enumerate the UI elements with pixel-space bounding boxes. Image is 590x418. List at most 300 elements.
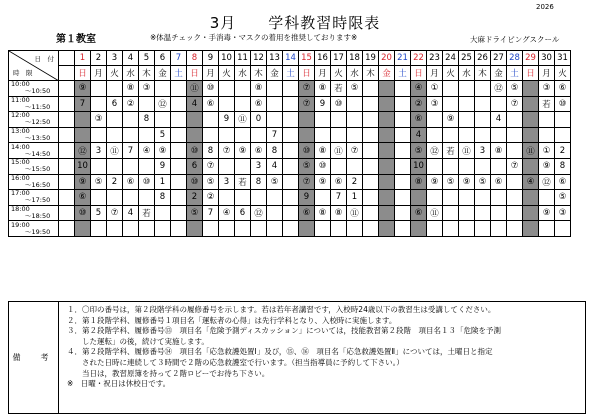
lesson-cell bbox=[459, 96, 475, 112]
period-time bbox=[9, 143, 59, 159]
lesson-cell: ⑧ bbox=[315, 143, 331, 159]
lesson-cell bbox=[443, 81, 459, 97]
lesson-cell: 8 bbox=[139, 112, 155, 128]
lesson-cell bbox=[507, 143, 523, 159]
lesson-cell: 若 bbox=[331, 81, 347, 97]
lesson-cell bbox=[539, 112, 555, 128]
lesson-cell bbox=[507, 205, 523, 221]
date-8: 8 bbox=[187, 51, 203, 66]
lesson-cell bbox=[459, 81, 475, 97]
lesson-cell bbox=[91, 127, 107, 143]
lesson-cell bbox=[123, 190, 139, 206]
lesson-cell bbox=[459, 190, 475, 206]
lesson-cell bbox=[379, 190, 395, 206]
period-start: 13:00 bbox=[11, 127, 30, 136]
lesson-cell bbox=[59, 127, 75, 143]
lesson-cell bbox=[59, 81, 75, 97]
period-time bbox=[9, 96, 59, 112]
weekday-4: 水 bbox=[123, 66, 139, 81]
lesson-cell bbox=[539, 190, 555, 206]
lesson-cell bbox=[187, 127, 203, 143]
lesson-cell bbox=[427, 127, 443, 143]
date-1: 1 bbox=[75, 51, 91, 66]
lesson-cell bbox=[491, 190, 507, 206]
lesson-cell: ⑨ bbox=[155, 143, 171, 159]
lesson-cell bbox=[395, 174, 411, 190]
lesson-cell: ⑩ bbox=[75, 205, 91, 221]
lesson-cell: ⑨ bbox=[443, 112, 459, 128]
lesson-cell: 10 bbox=[75, 158, 91, 174]
lesson-cell bbox=[459, 205, 475, 221]
lesson-cell bbox=[395, 96, 411, 112]
lesson-cell bbox=[123, 112, 139, 128]
lesson-cell bbox=[443, 158, 459, 174]
period-time bbox=[9, 112, 59, 128]
lesson-cell bbox=[475, 190, 491, 206]
lesson-cell: 4 bbox=[491, 112, 507, 128]
lesson-cell bbox=[203, 221, 219, 237]
notes-label: 備 考 bbox=[9, 302, 59, 413]
lesson-cell: ⑧ bbox=[331, 205, 347, 221]
lesson-cell: ⑪ bbox=[523, 143, 539, 159]
lesson-cell: ⑤ bbox=[91, 174, 107, 190]
lesson-cell bbox=[219, 221, 235, 237]
lesson-cell bbox=[331, 221, 347, 237]
date-16: 16 bbox=[315, 51, 331, 66]
lesson-cell bbox=[363, 127, 379, 143]
lesson-cell bbox=[139, 190, 155, 206]
lesson-cell bbox=[539, 127, 555, 143]
period-time bbox=[9, 174, 59, 190]
note-line: ２．第１段階学科、履修番号１項目名「運転者の心得」は先行学科となり、入校時に実施します。 bbox=[67, 315, 397, 325]
lesson-cell bbox=[555, 221, 571, 237]
weekday-12: 木 bbox=[251, 66, 267, 81]
lesson-cell: ⑫ bbox=[491, 81, 507, 97]
lesson-cell bbox=[267, 96, 283, 112]
lesson-cell bbox=[123, 221, 139, 237]
weekday-28: 土 bbox=[507, 66, 523, 81]
weekday-18: 水 bbox=[347, 66, 363, 81]
lesson-cell bbox=[523, 81, 539, 97]
weekday-2: 月 bbox=[91, 66, 107, 81]
lesson-cell: ④ bbox=[523, 174, 539, 190]
lesson-cell: 4 bbox=[123, 205, 139, 221]
lesson-cell bbox=[395, 190, 411, 206]
lesson-cell: ⑨ bbox=[459, 174, 475, 190]
lesson-cell: 9 bbox=[219, 112, 235, 128]
lesson-cell: ⑥ bbox=[411, 112, 427, 128]
date-6: 6 bbox=[155, 51, 171, 66]
lesson-cell bbox=[491, 221, 507, 237]
weekday-11: 水 bbox=[235, 66, 251, 81]
lesson-cell bbox=[363, 158, 379, 174]
lesson-cell: 9 bbox=[155, 158, 171, 174]
weekday-20: 金 bbox=[379, 66, 395, 81]
lesson-cell: 7 bbox=[267, 127, 283, 143]
lesson-cell bbox=[171, 174, 187, 190]
weekday-6: 金 bbox=[155, 66, 171, 81]
lesson-cell: ⑥ bbox=[251, 96, 267, 112]
lesson-cell: 3 bbox=[251, 158, 267, 174]
period-start: 18:00 bbox=[11, 205, 30, 214]
lesson-cell: ⑥ bbox=[299, 205, 315, 221]
date-4: 4 bbox=[123, 51, 139, 66]
lesson-cell bbox=[443, 221, 459, 237]
lesson-cell: ⑫ bbox=[539, 174, 555, 190]
note-line: ４．第２段階学科、履修番号⑭ 項目名「応急救護処置Ⅰ」及び，⑮、⑯ 項目名「応急救護処置Ⅱ」については，土曜日と指定 bbox=[67, 347, 493, 357]
lesson-cell: ⑤ bbox=[507, 81, 523, 97]
lesson-cell bbox=[315, 221, 331, 237]
note-line: した運転」の後，続けて実施します。 bbox=[67, 336, 209, 346]
lesson-cell bbox=[283, 127, 299, 143]
lesson-cell: ⑫ bbox=[427, 143, 443, 159]
lesson-cell: 4 bbox=[411, 127, 427, 143]
lesson-cell: ⑪ bbox=[187, 81, 203, 97]
lesson-cell bbox=[267, 81, 283, 97]
period-end: ～16:50 bbox=[25, 180, 51, 189]
period-end: ～13:50 bbox=[25, 134, 51, 143]
lesson-cell: 2 bbox=[555, 143, 571, 159]
lesson-cell: ⑥ bbox=[491, 174, 507, 190]
lesson-cell bbox=[331, 127, 347, 143]
lesson-cell: ⑧ bbox=[315, 205, 331, 221]
lesson-cell bbox=[459, 127, 475, 143]
lesson-cell: 若 bbox=[139, 205, 155, 221]
lesson-cell bbox=[155, 81, 171, 97]
date-23: 23 bbox=[427, 51, 443, 66]
lesson-cell bbox=[59, 190, 75, 206]
lesson-cell: ⑧ bbox=[491, 143, 507, 159]
lesson-cell: ⑥ bbox=[75, 190, 91, 206]
notes-body bbox=[67, 305, 579, 390]
weekday-7: 土 bbox=[171, 66, 187, 81]
lesson-cell bbox=[107, 112, 123, 128]
lesson-cell bbox=[331, 158, 347, 174]
period-time bbox=[9, 205, 59, 221]
date-29: 29 bbox=[523, 51, 539, 66]
lesson-cell: ⑤ bbox=[475, 174, 491, 190]
lesson-cell bbox=[171, 221, 187, 237]
lesson-cell: ⑧ bbox=[251, 81, 267, 97]
lesson-cell bbox=[395, 221, 411, 237]
lesson-cell bbox=[123, 127, 139, 143]
lesson-cell: ⑤ bbox=[203, 174, 219, 190]
lesson-cell bbox=[523, 127, 539, 143]
lesson-cell bbox=[91, 221, 107, 237]
lesson-cell: 7 bbox=[331, 190, 347, 206]
lesson-cell: ④ bbox=[139, 143, 155, 159]
weekday-31: 火 bbox=[555, 66, 571, 81]
period-start: 14:00 bbox=[11, 142, 30, 151]
lesson-cell bbox=[379, 112, 395, 128]
lesson-cell: 5 bbox=[155, 127, 171, 143]
blank-column-header bbox=[59, 51, 75, 66]
lesson-cell: ⑩ bbox=[203, 81, 219, 97]
lesson-cell bbox=[91, 81, 107, 97]
lesson-cell: ② bbox=[123, 96, 139, 112]
lesson-cell bbox=[395, 112, 411, 128]
lesson-cell bbox=[235, 221, 251, 237]
note-line: ※ 日曜・祝日は休校日です。 bbox=[67, 379, 171, 389]
period-time bbox=[9, 190, 59, 206]
lesson-cell: ⑨ bbox=[75, 81, 91, 97]
period-start: 17:00 bbox=[11, 189, 30, 198]
date-19: 19 bbox=[363, 51, 379, 66]
date-17: 17 bbox=[331, 51, 347, 66]
lesson-cell bbox=[379, 143, 395, 159]
lesson-cell: ⑤ bbox=[555, 190, 571, 206]
weekday-27: 金 bbox=[491, 66, 507, 81]
period-start: 12:00 bbox=[11, 111, 30, 120]
lesson-cell bbox=[555, 112, 571, 128]
lesson-cell bbox=[411, 221, 427, 237]
lesson-cell bbox=[59, 143, 75, 159]
lesson-cell bbox=[315, 112, 331, 128]
lesson-cell: ⑦ bbox=[507, 158, 523, 174]
lesson-cell bbox=[395, 205, 411, 221]
note-line: された日時に連続して３時間で２階の応急救護室で行います。（担当指導員に予約して下さい。） bbox=[67, 357, 404, 367]
lesson-cell bbox=[523, 205, 539, 221]
lesson-cell: ⑥ bbox=[411, 205, 427, 221]
lesson-cell: ⑥ bbox=[203, 96, 219, 112]
period-time bbox=[9, 81, 59, 97]
lesson-cell: ⑨ bbox=[427, 174, 443, 190]
weekday-15: 日 bbox=[299, 66, 315, 81]
lesson-cell: ② bbox=[203, 190, 219, 206]
lesson-cell bbox=[363, 174, 379, 190]
lesson-cell: ⑦ bbox=[299, 96, 315, 112]
weekday-14: 土 bbox=[283, 66, 299, 81]
weekday-9: 月 bbox=[203, 66, 219, 81]
room-label: 第１教室 bbox=[56, 34, 96, 45]
lesson-cell bbox=[283, 81, 299, 97]
lesson-cell bbox=[475, 112, 491, 128]
lesson-cell: ⑨ bbox=[539, 205, 555, 221]
lesson-cell bbox=[523, 221, 539, 237]
lesson-cell: ⑨ bbox=[539, 158, 555, 174]
period-end: ～12:50 bbox=[25, 118, 51, 127]
lesson-cell bbox=[171, 112, 187, 128]
date-20: 20 bbox=[379, 51, 395, 66]
lesson-cell bbox=[251, 127, 267, 143]
weekday-21: 土 bbox=[395, 66, 411, 81]
lesson-cell bbox=[91, 96, 107, 112]
date-2: 2 bbox=[91, 51, 107, 66]
lesson-cell bbox=[443, 96, 459, 112]
lesson-cell bbox=[107, 158, 123, 174]
lesson-cell bbox=[491, 158, 507, 174]
date-27: 27 bbox=[491, 51, 507, 66]
lesson-cell bbox=[283, 158, 299, 174]
lesson-cell: ⑦ bbox=[219, 143, 235, 159]
lesson-cell bbox=[379, 81, 395, 97]
lesson-cell: ⑦ bbox=[299, 174, 315, 190]
weekday-29: 日 bbox=[523, 66, 539, 81]
lesson-cell: 1 bbox=[155, 174, 171, 190]
lesson-cell: 3 bbox=[219, 174, 235, 190]
lesson-cell bbox=[251, 190, 267, 206]
lesson-cell: ① bbox=[427, 81, 443, 97]
lesson-cell bbox=[363, 205, 379, 221]
date-25: 25 bbox=[459, 51, 475, 66]
period-end: ～19:50 bbox=[25, 227, 51, 236]
lesson-cell bbox=[523, 158, 539, 174]
date-31: 31 bbox=[555, 51, 571, 66]
lesson-cell: ⑪ bbox=[427, 205, 443, 221]
weekday-16: 月 bbox=[315, 66, 331, 81]
lesson-cell bbox=[155, 221, 171, 237]
weekday-5: 木 bbox=[139, 66, 155, 81]
lesson-cell bbox=[411, 190, 427, 206]
lesson-cell bbox=[507, 174, 523, 190]
lesson-cell: ⑥ bbox=[331, 174, 347, 190]
lesson-cell: ⑩ bbox=[331, 96, 347, 112]
date-12: 12 bbox=[251, 51, 267, 66]
lesson-cell bbox=[491, 96, 507, 112]
lesson-cell bbox=[219, 190, 235, 206]
lesson-cell bbox=[75, 127, 91, 143]
lesson-cell bbox=[107, 221, 123, 237]
period-end: ～15:50 bbox=[25, 165, 51, 174]
date-28: 28 bbox=[507, 51, 523, 66]
lesson-cell: ⑤ bbox=[267, 174, 283, 190]
lesson-cell: ⑪ bbox=[459, 143, 475, 159]
lesson-cell bbox=[171, 143, 187, 159]
lesson-cell bbox=[315, 190, 331, 206]
period-start: 15:00 bbox=[11, 158, 30, 167]
period-end: ～18:50 bbox=[25, 212, 51, 221]
lesson-cell: ⑦ bbox=[507, 96, 523, 112]
school-name: 大麻ドライビングスクール bbox=[470, 35, 560, 44]
lesson-cell bbox=[267, 190, 283, 206]
lesson-cell bbox=[59, 174, 75, 190]
lesson-cell bbox=[363, 81, 379, 97]
lesson-cell bbox=[507, 127, 523, 143]
lesson-cell: 3 bbox=[91, 143, 107, 159]
header-time-label: 時 限 bbox=[13, 69, 33, 77]
lesson-cell bbox=[315, 127, 331, 143]
lesson-cell bbox=[283, 112, 299, 128]
lesson-cell: ⑧ bbox=[123, 81, 139, 97]
lesson-cell bbox=[379, 96, 395, 112]
lesson-cell bbox=[523, 190, 539, 206]
lesson-cell: 5 bbox=[91, 205, 107, 221]
lesson-cell: 3 bbox=[475, 143, 491, 159]
date-5: 5 bbox=[139, 51, 155, 66]
lesson-cell bbox=[491, 205, 507, 221]
lesson-cell bbox=[155, 112, 171, 128]
lesson-cell bbox=[475, 158, 491, 174]
date-11: 11 bbox=[235, 51, 251, 66]
weekday-13: 金 bbox=[267, 66, 283, 81]
weekday-8: 日 bbox=[187, 66, 203, 81]
lesson-cell bbox=[363, 112, 379, 128]
health-notice: ※体温チェック・手消毒・マスクの着用を推奨しております※ bbox=[150, 33, 358, 42]
lesson-cell bbox=[59, 96, 75, 112]
lesson-cell bbox=[139, 96, 155, 112]
date-13: 13 bbox=[267, 51, 283, 66]
lesson-cell: ⑤ bbox=[443, 174, 459, 190]
lesson-cell bbox=[427, 158, 443, 174]
lesson-cell bbox=[347, 127, 363, 143]
lesson-cell bbox=[203, 127, 219, 143]
lesson-cell bbox=[171, 96, 187, 112]
lesson-cell bbox=[379, 221, 395, 237]
lesson-cell bbox=[107, 127, 123, 143]
lesson-cell: ⑫ bbox=[75, 143, 91, 159]
weekday-3: 火 bbox=[107, 66, 123, 81]
lesson-cell bbox=[507, 112, 523, 128]
lesson-cell: ⑨ bbox=[315, 174, 331, 190]
lesson-cell bbox=[267, 221, 283, 237]
lesson-cell: ⑦ bbox=[107, 205, 123, 221]
lesson-cell bbox=[283, 221, 299, 237]
lesson-cell bbox=[475, 205, 491, 221]
lesson-cell bbox=[59, 205, 75, 221]
lesson-cell: ⑦ bbox=[347, 143, 363, 159]
lesson-cell bbox=[235, 190, 251, 206]
lesson-cell: 2 bbox=[187, 190, 203, 206]
note-line: 当日は，教習原簿を持って２階ロビーでお待ち下さい。 bbox=[67, 368, 270, 378]
lesson-cell bbox=[475, 81, 491, 97]
lesson-cell: 4 bbox=[187, 96, 203, 112]
lesson-cell bbox=[427, 221, 443, 237]
lesson-cell: 6 bbox=[187, 158, 203, 174]
date-3: 3 bbox=[107, 51, 123, 66]
date-14: 14 bbox=[283, 51, 299, 66]
lesson-cell: ⑩ bbox=[315, 158, 331, 174]
lesson-cell: 0 bbox=[251, 112, 267, 128]
lesson-cell: 若 bbox=[443, 143, 459, 159]
lesson-cell: ⑩ bbox=[187, 143, 203, 159]
schedule-table bbox=[8, 50, 571, 237]
lesson-cell: ⑤ bbox=[299, 158, 315, 174]
note-line: １．〇印の番号は，第２段階学科の履修番号を示します。若は若年者講習です，入校時24歳以下の教習生は受講してください。 bbox=[67, 305, 496, 314]
note-line: ３．第２段階学科、履修番号⑬ 項目名「危険予測ディスカッション」については，技能教習第２段階 項目名１３「危険を予測 bbox=[67, 326, 502, 336]
date-18: 18 bbox=[347, 51, 363, 66]
lesson-cell bbox=[139, 221, 155, 237]
lesson-cell: ⑪ bbox=[107, 143, 123, 159]
year-label: 2026 bbox=[536, 3, 554, 11]
lesson-cell bbox=[123, 158, 139, 174]
lesson-cell bbox=[507, 190, 523, 206]
lesson-cell bbox=[347, 112, 363, 128]
lesson-cell: 4 bbox=[267, 158, 283, 174]
lesson-cell: 7 bbox=[75, 96, 91, 112]
lesson-cell: ⑨ bbox=[235, 143, 251, 159]
lesson-cell: ③ bbox=[427, 96, 443, 112]
lesson-cell: ⑫ bbox=[251, 205, 267, 221]
lesson-cell: ⑥ bbox=[555, 81, 571, 97]
lesson-cell: 9 bbox=[299, 190, 315, 206]
lesson-cell: 7 bbox=[123, 143, 139, 159]
date-15: 15 bbox=[299, 51, 315, 66]
weekday-1: 日 bbox=[75, 66, 91, 81]
lesson-cell: ② bbox=[411, 96, 427, 112]
header-corner bbox=[9, 51, 59, 81]
lesson-cell bbox=[475, 96, 491, 112]
date-21: 21 bbox=[395, 51, 411, 66]
lesson-cell: ⑩ bbox=[299, 143, 315, 159]
lesson-cell bbox=[171, 158, 187, 174]
lesson-cell bbox=[427, 112, 443, 128]
date-26: 26 bbox=[475, 51, 491, 66]
lesson-cell bbox=[139, 158, 155, 174]
lesson-cell bbox=[395, 81, 411, 97]
lesson-cell bbox=[267, 205, 283, 221]
lesson-cell bbox=[59, 158, 75, 174]
lesson-cell bbox=[235, 96, 251, 112]
